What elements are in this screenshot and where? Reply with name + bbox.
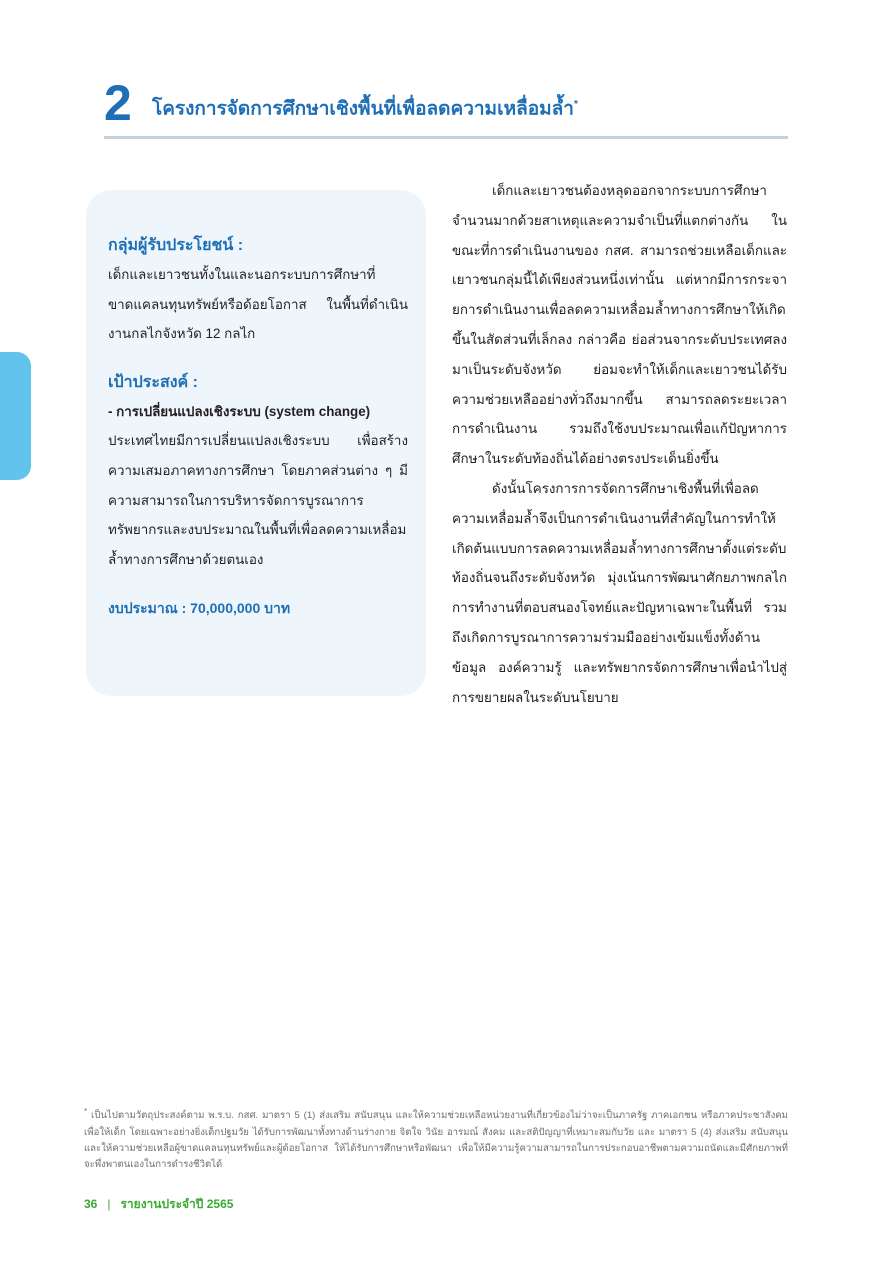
- page-number: 36: [84, 1197, 98, 1211]
- budget-amount: งบประมาณ : 70,000,000 บาท: [108, 600, 291, 617]
- chapter-number: 2: [104, 75, 132, 131]
- body-paragraph-1: เด็กและเยาวชนต้องหลุดออกจากระบบการศึกษาจำนวนมากด้วยสาเหตุและความจำเป็นที่แตกต่างกัน ในขณะที่การดำเนินงานของ กสศ. สามารถช่วยเหลือเด็กและเยาวชนกลุ่มนี้ได้เพียงส่วนหนึ่งเท่านั้น แต่หากมีการกระจายการดำเนินงานเพื่อลดความเหลื่อมล้ำทางการศึกษาให้เกิดขึ้นในสัดส่วนที่เล็กลง กล่าวคือ ย่อส่วนจากระดับประเทศลงมาเป็นระดับจังหวัด ย่อมจะทำให้เด็กและเยาวชนได้รับความช่วยเหลืออย่างทั่วถึงมากขึ้น สามารถลดระยะเวลาการดำเนินงาน รวมถึงใช้งบประมาณเพื่อแก้ปัญหาการศึกษาในระดับท้องถิ่นได้อย่างตรงประเด็นยิ่งขึ้น: [452, 183, 787, 467]
- footer-separator: |: [107, 1197, 111, 1211]
- beneficiaries-heading: กลุ่มผู้รับประโยชน์ :: [108, 237, 244, 254]
- chapter-title-text: โครงการจัดการศึกษาเชิงพื้นที่เพื่อลดความเหลื่อมล้ำ: [152, 98, 574, 120]
- footnote-text: เป็นไปตามวัตถุประสงค์ตาม พ.ร.บ. กสศ. มาตรา 5 (1) ส่งเสริม สนับสนุน และให้ความช่วยเหลือหน่วยงานที่เกี่ยวข้องไม่ว่าจะเป็นภาครัฐ ภาคเอกชน หรือภาคประชาสังคม เพื่อให้เด็ก โดยเฉพาะอย่างยิ่งเด็กปฐมวัย ได้รับการพัฒนาทั้งทางด้านร่างกาย จิตใจ วินัย อารมณ์ สังคม และสติปัญญาที่เหมาะสมกับวัย และ มาตรา 5 (4) ส่งเสริม สนับสนุน และให้ความช่วยเหลือผู้ขาดแคลนทุนทรัพย์และผู้ด้อยโอกาส ให้ได้รับการศึกษาหรือพัฒนา เพื่อให้มีความรู้ความสามารถในการประกอบอาชีพตามความถนัดและมีศักยภาพที่จะพึ่งพาตนเองในการดำรงชีวิตได้: [84, 1110, 788, 1171]
- chapter-title-footnote-marker: *: [573, 99, 578, 110]
- header-divider: [104, 136, 788, 139]
- main-body-text: [452, 176, 787, 712]
- goal-subheading: - การเปลี่ยนแปลงเชิงระบบ (system change): [108, 403, 371, 419]
- goal-text: ประเทศไทยมีการเปลี่ยนแปลงเชิงระบบ เพื่อสร้างความเสมอภาคทางการศึกษา โดยภาคส่วนต่าง ๆ มีความสามารถในการบริหารจัดการบูรณาการทรัพยากรและงบประมาณในพื้นที่เพื่อลดความเหลื่อมล้ำทางการศึกษาด้วยตนเอง: [108, 433, 408, 567]
- footnote: [84, 1104, 788, 1174]
- body-paragraph-2: ดังนั้นโครงการการจัดการศึกษาเชิงพื้นที่เพื่อลดความเหลื่อมล้ำจึงเป็นการดำเนินงานที่สำคัญในการทำให้เกิดต้นแบบการลดความเหลื่อมล้ำทางการศึกษาตั้งแต่ระดับท้องถิ่นจนถึงระดับจังหวัด มุ่งเน้นการพัฒนาศักยภาพกลไกการทำงานที่ตอบสนองโจทย์และปัญหาเฉพาะในพื้นที่ รวมถึงเกิดการบูรณาการความร่วมมืออย่างเข้มแข็งทั้งด้านข้อมูล องค์ความรู้ และทรัพยากรจัดการศึกษาเพื่อนำไปสู่การขยายผลในระดับนโยบาย: [452, 480, 787, 705]
- project-info-box: [86, 190, 426, 696]
- chapter-title: [152, 92, 578, 122]
- chapter-header: [104, 75, 788, 140]
- goal-heading: เป้าประสงค์ :: [108, 373, 199, 391]
- report-title: รายงานประจำปี 2565: [120, 1197, 234, 1211]
- beneficiaries-text: เด็กและเยาวชนทั้งในและนอกระบบการศึกษาที่ขาดแคลนทุนทรัพย์หรือด้อยโอกาส ในพื้นที่ดำเนินงานกลไกจังหวัด 12 กลไก: [108, 267, 408, 342]
- footnote-marker: *: [84, 1107, 88, 1116]
- page-footer: [84, 1196, 233, 1212]
- chapter-side-tab: [0, 352, 31, 480]
